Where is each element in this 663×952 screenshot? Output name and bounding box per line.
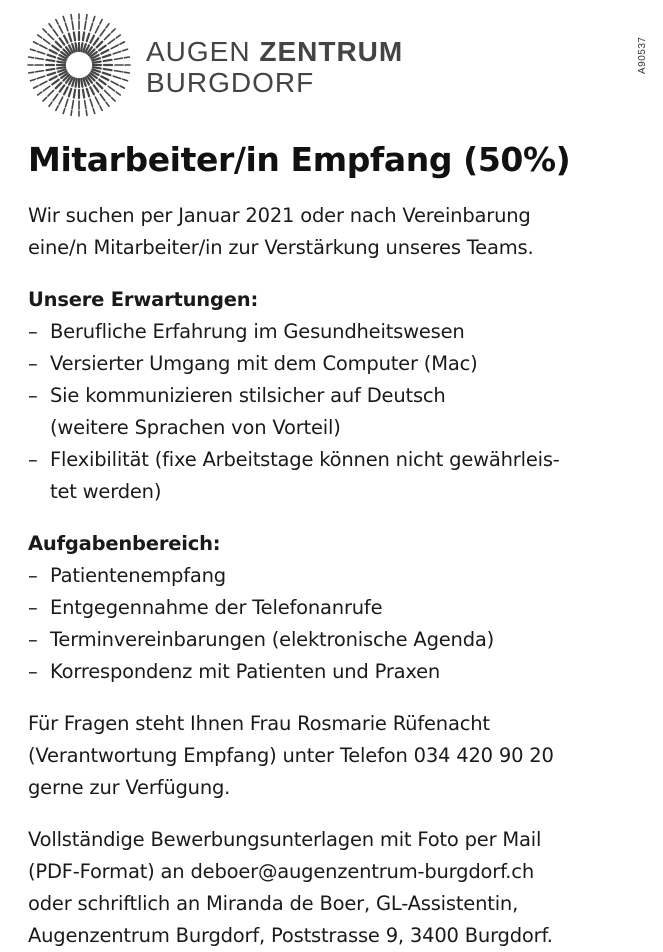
logo-ray: [63, 17, 65, 22]
application-line-4: Augenzentrum Burgdorf, Poststrasse 9, 3400 Burgdorf.: [28, 924, 553, 947]
logo-ray: [115, 71, 123, 72]
logo-ray: [95, 97, 99, 104]
logo-ray: [63, 109, 65, 114]
logo-ray: [34, 42, 38, 44]
logo-ray: [90, 87, 94, 94]
list-item: – Terminvereinbarungen (elektronische Agenda): [28, 624, 638, 656]
logo-ray: [40, 45, 47, 49]
intro-line-2: eine/n Mitarbeiter/in zur Verstärkung unseres Teams.: [28, 236, 534, 259]
expectations-heading: Unsere Erwartungen:: [28, 288, 259, 311]
logo-ray: [93, 67, 101, 68]
logo-ray: [69, 34, 71, 42]
logo-ray: [76, 79, 77, 87]
logo-ray: [85, 22, 86, 30]
logo-ray: [60, 38, 65, 44]
logo-ray: [46, 60, 54, 61]
logo-ray: [86, 110, 87, 115]
logo-ray: [37, 51, 45, 53]
logo-ray: [65, 99, 67, 107]
logo-ray: [113, 76, 121, 78]
logo-ray: [116, 35, 120, 38]
logo-ray: [90, 23, 92, 31]
logo-ray: [112, 98, 116, 102]
logo-ray: [106, 24, 109, 28]
logo-ray: [60, 85, 65, 91]
logo-line-1: [146, 36, 403, 67]
logo-ray: [104, 69, 112, 70]
logo-ray: [37, 76, 45, 78]
sunburst-logo-icon: [26, 12, 132, 118]
logo-ray: [99, 80, 105, 85]
logo-ray: [104, 90, 110, 96]
contact-line-1: Für Fragen steht Ihnen Frau Rosmarie Rüfenacht: [28, 712, 490, 735]
logo-ray: [48, 55, 56, 57]
logo-ray: [64, 36, 68, 43]
application-line-2: (PDF-Format) an deboer@augenzentrum-burgdorf.ch: [28, 860, 534, 883]
logo-ray: [103, 55, 111, 57]
logo-ray: [53, 29, 58, 35]
logo-ray: [81, 43, 82, 51]
logo-ray: [100, 94, 105, 100]
logo-ray: [123, 79, 128, 81]
logo-ray: [111, 81, 118, 85]
logo-ray: [43, 98, 47, 102]
contact-line-2: (Verantwortung Empfang) unter Telefon 034 420 90 20: [28, 744, 554, 767]
logo-ray: [100, 106, 102, 110]
logo-ray: [90, 99, 92, 107]
logo-ray: [46, 69, 54, 70]
logo-ray: [101, 50, 108, 54]
logo-ray: [94, 38, 99, 44]
logo-ray: [56, 83, 62, 89]
logo-ray: [120, 42, 124, 44]
tasks-list: [28, 560, 638, 688]
logo-ray: [56, 42, 62, 48]
list-item: – Patientenempfang: [28, 560, 638, 592]
logo-word-augen: AUGEN: [146, 36, 251, 67]
logo-ray: [97, 42, 103, 48]
logo-ray: [104, 34, 110, 40]
logo-ray: [81, 79, 82, 87]
logo-ray: [57, 67, 65, 68]
logo-ray: [34, 86, 38, 88]
logo-ray: [40, 81, 47, 85]
logo-ray: [123, 49, 128, 51]
logo-ray: [104, 60, 112, 61]
logo-ray: [120, 86, 124, 88]
logo-ray: [93, 17, 95, 22]
logo-ray: [90, 36, 94, 43]
logo-ray: [59, 26, 63, 33]
logo-ray: [87, 89, 89, 97]
logo-ray: [49, 24, 52, 28]
list-item: – Versierter Umgang mit dem Computer (Mac): [28, 348, 638, 380]
logo-ray: [31, 79, 36, 81]
logo-ray: [108, 86, 114, 91]
logo-word-zentrum: ZENTRUM: [259, 36, 404, 67]
logo-ray: [100, 20, 102, 24]
logo-ray: [64, 87, 68, 94]
logo-ray: [93, 62, 101, 63]
logo-ray: [93, 109, 95, 114]
logo-ray: [69, 89, 71, 97]
logo-ray: [95, 26, 99, 33]
logo-ray: [71, 15, 72, 20]
logo-ray: [56, 20, 58, 24]
logo-ray: [112, 29, 116, 33]
logo-ray: [94, 85, 99, 91]
logo-ray: [100, 29, 105, 35]
logo-ray: [65, 23, 67, 31]
list-item: – Sie kommunizieren stilsicher auf Deutsch (weitere Sprachen von Vorteil): [28, 380, 638, 444]
list-item: – Entgegennahme der Telefonanrufe: [28, 592, 638, 624]
application-line-3: oder schriftlich an Miranda de Boer, GL-Assistentin,: [28, 892, 519, 915]
logo-ray: [43, 86, 49, 91]
logo-ray: [103, 73, 111, 75]
logo-ray: [50, 76, 57, 80]
tasks-heading: Aufgabenbereich:: [28, 532, 221, 555]
logo-ray: [50, 50, 57, 54]
logo-ray: [57, 62, 65, 63]
logo-ray: [116, 92, 120, 95]
list-item: – Korrespondenz mit Patienten und Praxen: [28, 656, 638, 688]
list-item: – Flexibilität (fixe Arbeitstage können nicht gewährleis- tet werden): [28, 444, 638, 508]
application-line-1: Vollständige Bewerbungsunterlagen mit Foto per Mail: [28, 828, 542, 851]
logo-ray: [108, 39, 114, 44]
logo-ray: [72, 101, 73, 109]
logo-line-2: BURGDORF: [146, 67, 315, 99]
logo-ray: [29, 72, 34, 73]
logo-ray: [115, 58, 123, 59]
logo-ray: [106, 102, 109, 106]
reference-code: A90537: [637, 36, 648, 74]
logo-ray: [124, 57, 129, 58]
logo-ray: [43, 29, 47, 33]
logo-ray: [101, 76, 108, 80]
logo-ray: [59, 97, 63, 104]
logo-ray: [72, 22, 73, 30]
intro-line-1: Wir suchen per Januar 2021 oder nach Vereinbarung: [28, 204, 531, 227]
logo-ray: [48, 90, 54, 96]
logo-ray: [124, 72, 129, 73]
logo-wordmark: [146, 36, 403, 99]
logo-ray: [87, 34, 89, 42]
contact-line-3: gerne zur Verfügung.: [28, 776, 231, 799]
logo-ray: [83, 32, 84, 40]
logo-ray: [38, 92, 42, 95]
expectations-list: [28, 316, 638, 508]
logo-ray: [36, 58, 44, 59]
logo-ray: [99, 46, 105, 51]
logo-ray: [56, 106, 58, 110]
logo-ray: [52, 46, 58, 51]
logo-ray: [49, 102, 52, 106]
job-title: Mitarbeiter/in Empfang (50%): [28, 140, 571, 179]
logo-ray: [97, 83, 103, 89]
logo-ray: [86, 15, 87, 20]
logo-ray: [74, 32, 75, 40]
logo-ray: [53, 94, 58, 100]
logo-ray: [85, 101, 86, 109]
logo-ray: [43, 39, 49, 44]
logo-ray: [74, 90, 75, 98]
logo-ray: [38, 35, 42, 38]
logo-ray: [36, 71, 44, 72]
logo-ray: [111, 45, 118, 49]
logo-ray: [29, 57, 34, 58]
logo-ray: [113, 51, 121, 53]
list-item: – Berufliche Erfahrung im Gesundheitswesen: [28, 316, 638, 348]
logo-ray: [31, 49, 36, 51]
logo-ray: [76, 43, 77, 51]
logo-ray: [48, 73, 56, 75]
logo-ray: [71, 110, 72, 115]
logo-ray: [48, 34, 54, 40]
logo-ray: [83, 90, 84, 98]
logo-ray: [52, 80, 58, 85]
ad-body: [28, 200, 638, 952]
